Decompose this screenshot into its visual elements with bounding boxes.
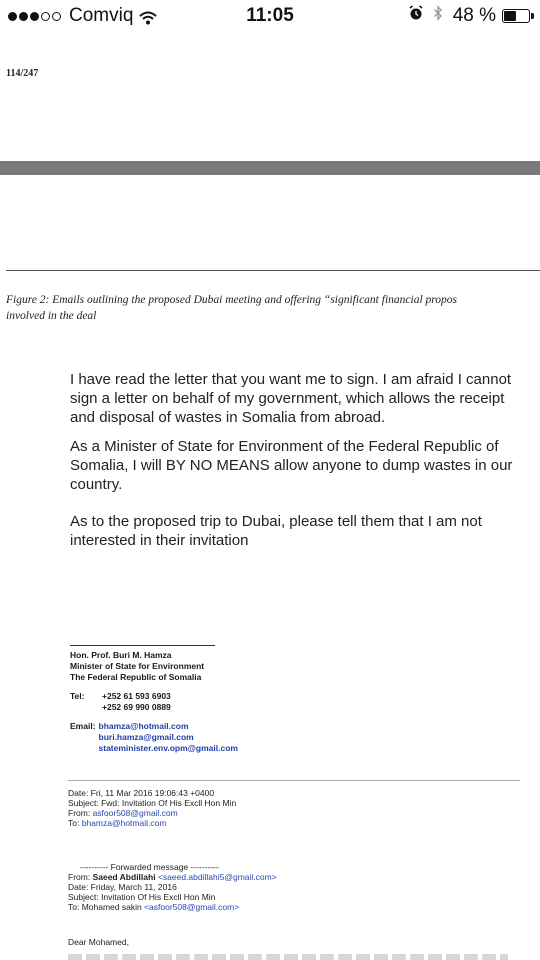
caption-line-2: involved in the deal bbox=[6, 310, 97, 322]
forwarded-from-address[interactable]: <saeed.abdillahi5@gmail.com> bbox=[157, 872, 277, 882]
signature-emails bbox=[70, 721, 370, 754]
signature-identity bbox=[70, 650, 370, 683]
email-signature bbox=[70, 645, 370, 754]
wifi-icon bbox=[139, 9, 157, 23]
battery-fill bbox=[504, 11, 516, 21]
forwarded-to-address[interactable]: <asfoor508@gmail.com> bbox=[144, 902, 240, 912]
tel-1: +252 61 593 6903 bbox=[102, 691, 171, 701]
tel-2: +252 69 990 0889 bbox=[102, 702, 171, 712]
signal-dot bbox=[8, 12, 17, 21]
battery-percentage: 48 % bbox=[452, 5, 496, 26]
signal-dot bbox=[41, 12, 50, 21]
email-paragraph-2: As a Minister of State for Environment of the Federal Republic of Somalia, I will BY NO MEANS allow anyone to dump wastes in our country. bbox=[70, 438, 513, 493]
signal-strength-icon bbox=[8, 12, 63, 21]
forwarded-from: From: Saeed Abdillahi <saeed.abdillahi5@gmail.com> bbox=[68, 872, 277, 882]
signal-dot bbox=[52, 12, 61, 21]
header-date: Date: Fri, 11 Mar 2016 19:06:43 +0400 bbox=[68, 788, 215, 798]
email-link-1[interactable]: bhamza@hotmail.com bbox=[98, 721, 189, 731]
signature-org: The Federal Republic of Somalia bbox=[70, 672, 202, 682]
battery-icon bbox=[502, 9, 530, 23]
forwarded-subject: Subject: Invitation Of His Excll Hon Min bbox=[68, 892, 216, 902]
email-label: Email: bbox=[70, 721, 96, 731]
status-right bbox=[409, 5, 530, 27]
header-to-address[interactable]: bhamza@hotmail.com bbox=[81, 818, 167, 828]
battery-nub bbox=[531, 13, 534, 19]
email-body bbox=[70, 370, 520, 560]
forwarded-to: To: Mohamed sakin <asfoor508@gmail.com> bbox=[68, 902, 240, 912]
email-paragraph-1: I have read the letter that you want me to sign. I am afraid I cannot sign a letter on behalf of my government, which allows the receipt and disposal of wastes in Somalia from abroad. bbox=[70, 371, 512, 426]
signature-name: Hon. Prof. Buri M. Hamza bbox=[70, 650, 172, 660]
signal-dot bbox=[19, 12, 28, 21]
signature-phones bbox=[70, 691, 370, 713]
signature-role: Minister of State for Environment bbox=[70, 661, 205, 671]
forwarded-message bbox=[68, 862, 468, 912]
email-paragraph-3: As to the proposed trip to Dubai, please tell them that I am not interested in their invitation bbox=[70, 513, 482, 549]
tel-label: Tel: bbox=[70, 691, 85, 701]
header-from-address[interactable]: asfoor508@gmail.com bbox=[92, 808, 178, 818]
email-link-3[interactable]: stateminister.env.opm@gmail.com bbox=[98, 743, 238, 753]
email-headers bbox=[68, 788, 468, 828]
figure-caption bbox=[6, 292, 540, 324]
header-to: To: bhamza@hotmail.com bbox=[68, 818, 167, 828]
signal-dot bbox=[30, 12, 39, 21]
greeting: Dear Mohamed, bbox=[68, 937, 129, 947]
page-number: 114/247 bbox=[6, 68, 39, 79]
caption-line-1: Figure 2: Emails outlining the proposed Dubai meeting and offering “significant financial propos bbox=[6, 294, 458, 306]
status-left bbox=[8, 5, 157, 27]
status-bar bbox=[0, 0, 540, 34]
forwarded-title: ---------- Forwarded message ---------- bbox=[80, 862, 219, 872]
forwarded-from-name: Saeed Abdillahi bbox=[92, 872, 156, 882]
alarm-clock-icon bbox=[409, 5, 423, 27]
forwarded-date: Date: Friday, March 11, 2016 bbox=[68, 882, 177, 892]
header-subject: Subject: Fwd: Invitation Of His Excll Hon Min bbox=[68, 798, 237, 808]
email-link-2[interactable]: buri.hamza@gmail.com bbox=[98, 732, 194, 742]
status-time: 11:05 bbox=[246, 5, 294, 26]
headers-rule bbox=[68, 780, 520, 781]
figure-top-rule bbox=[6, 270, 540, 271]
page-separator bbox=[0, 161, 540, 175]
cut-off-text-line bbox=[68, 954, 508, 960]
bluetooth-icon bbox=[433, 5, 443, 27]
carrier-name: Comviq bbox=[69, 5, 134, 26]
header-from: From: asfoor508@gmail.com bbox=[68, 808, 178, 818]
signature-rule bbox=[70, 645, 215, 646]
